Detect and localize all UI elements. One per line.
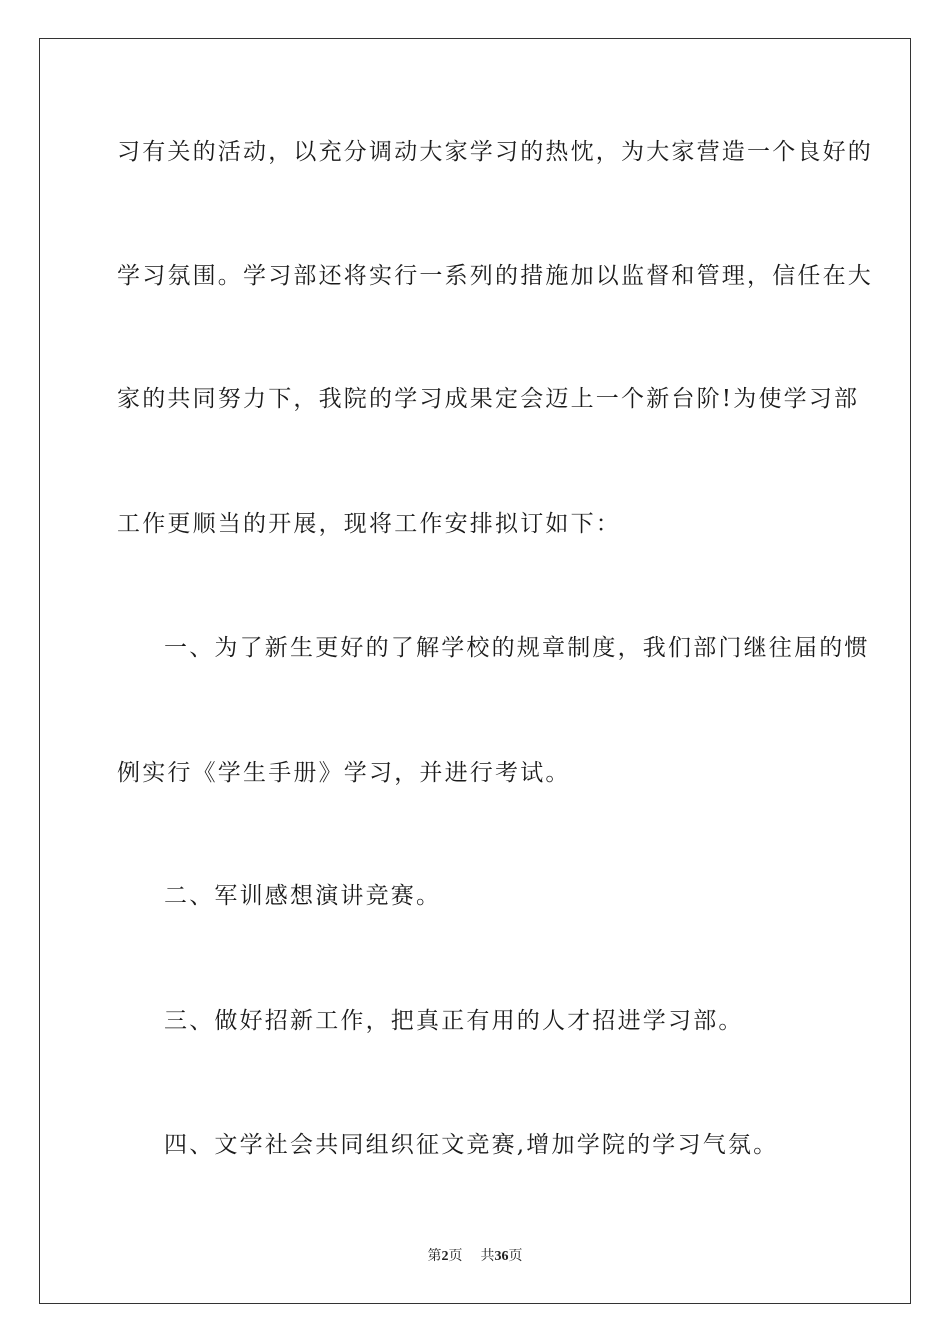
list-item-1-line: 一、为了新生更好的了解学校的规章制度，我们部门继往届的惯 — [164, 635, 870, 661]
page-footer — [0, 1247, 950, 1266]
body-text-line: 学习氛围。学习部还将实行一系列的措施加以监督和管理，信任在大 — [117, 263, 873, 289]
list-item-1-continuation: 例实行《学生手册》学习，并进行考试。 — [117, 760, 571, 786]
page-border — [39, 38, 911, 1304]
body-text-line: 习有关的活动，以充分调动大家学习的热忱，为大家营造一个良好的 — [117, 139, 873, 165]
list-item-4: 四、文学社会共同组织征文竞赛,增加学院的学习气氛。 — [164, 1132, 779, 1158]
body-text-line: 家的共同努力下，我院的学习成果定会迈上一个新台阶!为使学习部 — [117, 386, 860, 412]
total-suffix: 页 — [508, 1248, 523, 1264]
body-text-line: 工作更顺当的开展，现将工作安排拟订如下： — [117, 511, 621, 537]
page-suffix: 页 — [448, 1248, 463, 1264]
list-item-3: 三、做好招新工作，把真正有用的人才招进学习部。 — [164, 1008, 744, 1034]
list-item-2: 二、军训感想演讲竞赛。 — [164, 883, 442, 909]
total-prefix: 共 — [480, 1248, 495, 1264]
page-prefix: 第 — [427, 1248, 442, 1264]
page-number: 2 — [441, 1249, 449, 1264]
total-pages: 36 — [494, 1249, 509, 1264]
